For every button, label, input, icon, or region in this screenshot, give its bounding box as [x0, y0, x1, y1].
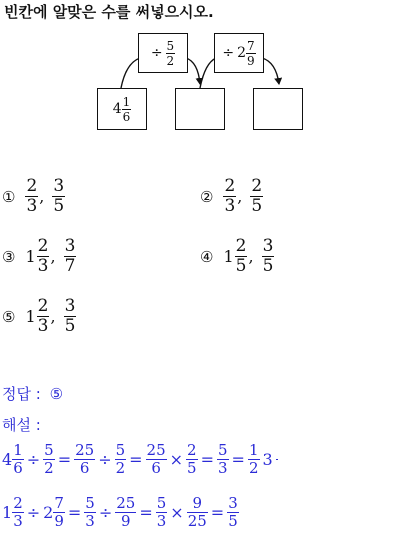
operator: ÷ [98, 450, 112, 469]
denominator: 3 [37, 316, 49, 336]
fraction [217, 443, 229, 476]
choice-number: ① [2, 187, 16, 206]
numerator: 9 [192, 494, 202, 512]
arrow-1-end [186, 58, 200, 84]
denominator: 6 [79, 459, 90, 477]
denominator: 5 [64, 316, 76, 336]
fraction [74, 443, 95, 476]
operator: 3 [262, 450, 273, 469]
denominator: 6 [13, 459, 23, 477]
choice-number: ③ [2, 247, 16, 266]
operator: ÷ [26, 503, 41, 522]
numerator: 2 [251, 176, 263, 196]
fraction [250, 178, 263, 215]
answer-line [2, 383, 63, 404]
numerator: 2 [13, 494, 23, 512]
fraction [25, 178, 38, 215]
fraction [235, 238, 248, 275]
operator: = [57, 450, 72, 469]
fraction: $\frac{7}{9}$ [247, 38, 255, 68]
fraction [262, 238, 275, 275]
operation-box-2 [214, 33, 264, 73]
numerator: 7 [54, 494, 64, 512]
denominator: 3 [156, 512, 167, 530]
answer-label: 정답 : [2, 385, 41, 403]
whole-number: 1 [25, 247, 36, 266]
fraction [53, 496, 65, 529]
solution-label: 해설 : [2, 416, 41, 434]
operator: ÷ [26, 450, 41, 469]
choice-option[interactable] [2, 178, 65, 215]
whole-number: 1 [2, 503, 13, 522]
numerator: 3 [64, 236, 76, 256]
whole-number: 1 [223, 247, 234, 266]
fraction [52, 178, 65, 215]
choice-number: ② [200, 187, 214, 206]
numerator: 5 [44, 441, 54, 459]
numerator: 25 [75, 441, 95, 459]
choice-option[interactable] [2, 238, 76, 275]
fraction [223, 178, 236, 215]
numerator: 1 [248, 441, 259, 459]
answer-blank-2[interactable] [253, 88, 303, 130]
numerator: 5 [218, 441, 228, 459]
fraction [186, 443, 198, 476]
fraction [156, 496, 168, 529]
numerator: 3 [53, 176, 65, 196]
fraction: $\frac{5}{2}$ [166, 38, 175, 68]
question-text: 빈칸에 알맞은 수를 써넣으시오. [4, 3, 214, 21]
fraction [64, 298, 77, 335]
operator: = [129, 450, 143, 469]
denominator: 6 [151, 459, 161, 477]
operation-box-1 [138, 33, 188, 73]
fraction [248, 443, 260, 476]
comma: , [237, 187, 243, 206]
numerator: 1 [13, 441, 23, 459]
denominator: 2 [115, 459, 126, 477]
denominator: 5 [228, 512, 238, 530]
choice-number: ⑤ [2, 307, 16, 326]
denominator: 7 [64, 256, 76, 276]
numerator: 2 [37, 296, 49, 316]
fraction [12, 496, 24, 529]
fraction [12, 443, 24, 476]
comma: , [39, 187, 45, 206]
operator: × [170, 503, 184, 522]
choice-option[interactable] [200, 238, 274, 275]
operator: × [169, 450, 184, 469]
operator: ÷ [98, 503, 113, 522]
denominator: 3 [13, 512, 23, 530]
denominator: 3 [26, 196, 38, 216]
numerator: 3 [64, 296, 76, 316]
whole-number: 2 [237, 45, 246, 61]
answer-value: ⑤ [49, 385, 64, 403]
arrow-2-end [262, 58, 279, 84]
fraction-bar [276, 459, 278, 460]
denominator: 25 [187, 512, 207, 530]
denominator: 5 [262, 256, 274, 276]
fraction [115, 443, 127, 476]
numerator: 2 [235, 236, 247, 256]
whole-number: 2 [43, 503, 54, 522]
denominator: 3 [37, 256, 49, 276]
denominator: 2 [44, 459, 54, 477]
denominator: 9 [121, 512, 131, 530]
solution-line-1 [2, 443, 278, 476]
comma: , [50, 307, 56, 326]
denominator: 3 [224, 196, 236, 216]
fraction [227, 496, 239, 529]
denominator: 2 [248, 459, 259, 477]
fraction [187, 496, 208, 529]
whole-number: 4 [2, 450, 13, 469]
choice-number: ④ [200, 247, 214, 266]
numerator: 2 [37, 236, 49, 256]
whole-number: 4 [112, 101, 122, 117]
solution-line-2 [2, 496, 239, 529]
denominator: 9 [54, 512, 64, 530]
denominator: 3 [218, 459, 228, 477]
fraction [276, 458, 278, 461]
numerator: 5 [156, 494, 167, 512]
numerator: 2 [187, 441, 197, 459]
divide-sign: ÷ [150, 45, 163, 61]
whole-number: 1 [25, 307, 36, 326]
operator: = [231, 450, 245, 469]
operator: = [200, 450, 214, 469]
choice-option[interactable] [200, 178, 263, 215]
numerator: 25 [146, 441, 166, 459]
fraction [146, 443, 167, 476]
operator: = [210, 503, 225, 522]
fraction [37, 298, 50, 335]
numerator: 2 [26, 176, 38, 196]
denominator: 5 [251, 196, 263, 216]
numerator: 2 [224, 176, 236, 196]
operator: = [67, 503, 82, 522]
answer-blank-1[interactable] [175, 88, 225, 130]
fraction [37, 238, 50, 275]
choice-option[interactable] [2, 298, 76, 335]
denominator: 5 [235, 256, 247, 276]
start-value-box [97, 88, 147, 130]
numerator: 3 [262, 236, 274, 256]
operator: = [139, 503, 153, 522]
denominator: 5 [187, 459, 197, 477]
fraction [115, 496, 136, 529]
numerator: 3 [228, 494, 238, 512]
comma: , [50, 247, 56, 266]
denominator: 5 [53, 196, 65, 216]
divide-sign: ÷ [222, 45, 235, 61]
fraction [43, 443, 55, 476]
numerator: 25 [116, 494, 136, 512]
fraction: $\frac{1}{6}$ [122, 94, 131, 124]
comma: , [248, 247, 254, 266]
fraction [64, 238, 77, 275]
numerator: 5 [115, 441, 126, 459]
denominator: 3 [85, 512, 95, 530]
fraction [84, 496, 96, 529]
numerator: 5 [85, 494, 95, 512]
